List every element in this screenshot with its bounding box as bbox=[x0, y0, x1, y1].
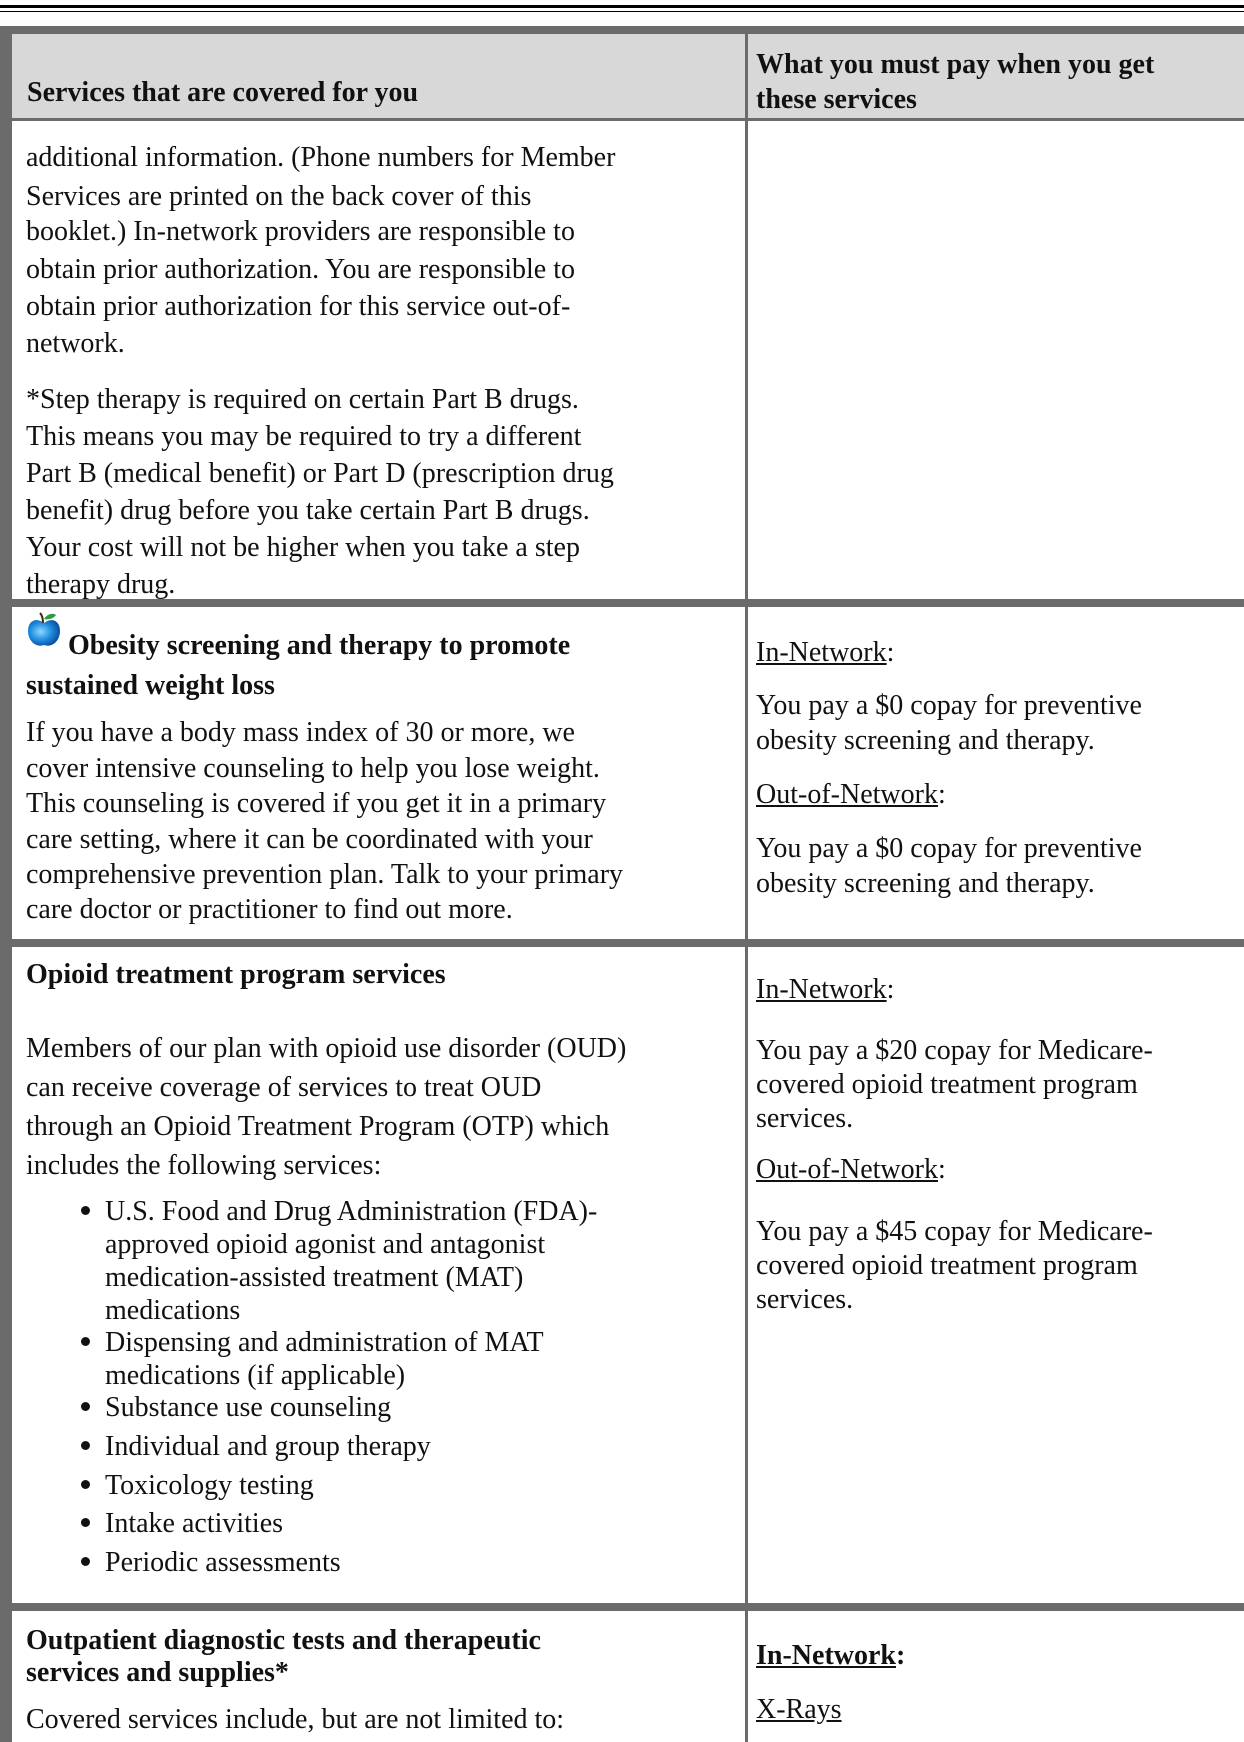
column-header-services: Services that are covered for you bbox=[27, 77, 419, 108]
table-border-left bbox=[0, 26, 12, 1742]
text-line: *Step therapy is required on certain Part B drugs. bbox=[26, 384, 579, 415]
text-line: Covered services include, but are not limited to: bbox=[26, 1704, 565, 1735]
top-rule-thick bbox=[0, 5, 1244, 8]
list-item: medications (if applicable) bbox=[105, 1360, 406, 1391]
cost-line: You pay a $45 copay for Medicare- bbox=[756, 1216, 1153, 1247]
text-line: This means you may be required to try a different bbox=[26, 421, 582, 452]
text-line: comprehensive prevention plan. Talk to your primary bbox=[26, 859, 624, 890]
list-item: medication-assisted treatment (MAT) bbox=[105, 1262, 524, 1293]
text-line: obtain prior authorization for this service out-of- bbox=[26, 291, 571, 322]
text-line: booklet.) In-network providers are responsible to bbox=[26, 216, 575, 247]
text-line: This counseling is covered if you get it in a primary bbox=[26, 788, 607, 819]
xrays-subheading: X-Rays bbox=[756, 1694, 842, 1725]
bullet-dot bbox=[81, 1557, 90, 1566]
text-line: Your cost will not be higher when you take a step bbox=[26, 532, 580, 563]
in-network-heading: In-Network: bbox=[756, 974, 895, 1005]
bullet-dot bbox=[81, 1402, 90, 1411]
column-header-payment-line2: these services bbox=[756, 84, 917, 115]
column-header-payment-line1: What you must pay when you get bbox=[756, 49, 1155, 80]
bullet-dot bbox=[81, 1518, 90, 1527]
row-divider-1 bbox=[0, 599, 1244, 607]
text-line: includes the following services: bbox=[26, 1150, 382, 1181]
cost-line: obesity screening and therapy. bbox=[756, 725, 1095, 756]
list-item: Intake activities bbox=[105, 1508, 284, 1539]
header-row-divider bbox=[0, 118, 1244, 121]
bullet-dot bbox=[81, 1441, 90, 1450]
text-line: care doctor or practitioner to find out more. bbox=[26, 894, 513, 925]
in-network-heading: In-Network: bbox=[756, 637, 895, 668]
text-line: If you have a body mass index of 30 or more, we bbox=[26, 717, 575, 748]
list-item: medications bbox=[105, 1295, 241, 1326]
service-title-line2: sustained weight loss bbox=[26, 670, 275, 701]
list-item: approved opioid agonist and antagonist bbox=[105, 1229, 546, 1260]
out-of-network-heading: Out-of-Network: bbox=[756, 1154, 946, 1185]
cost-line: services. bbox=[756, 1103, 854, 1134]
apple-icon bbox=[26, 611, 62, 649]
service-title-line2: services and supplies* bbox=[26, 1657, 289, 1688]
bullet-dot bbox=[81, 1337, 90, 1346]
text-line: additional information. (Phone numbers for Member bbox=[26, 142, 616, 173]
out-of-network-heading: Out-of-Network: bbox=[756, 779, 946, 810]
text-line: through an Opioid Treatment Program (OTP) which bbox=[26, 1111, 610, 1142]
list-item: U.S. Food and Drug Administration (FDA)- bbox=[105, 1196, 598, 1227]
text-line: care setting, where it can be coordinated with your bbox=[26, 824, 593, 855]
text-line: can receive coverage of services to treat OUD bbox=[26, 1072, 542, 1103]
row-divider-2 bbox=[0, 939, 1244, 947]
cost-line: obesity screening and therapy. bbox=[756, 868, 1095, 899]
service-title-line1: Outpatient diagnostic tests and therapeutic bbox=[26, 1625, 541, 1656]
bullet-dot bbox=[81, 1480, 90, 1489]
row-divider-3 bbox=[0, 1603, 1244, 1611]
text-line: Part B (medical benefit) or Part D (prescription drug bbox=[26, 458, 614, 489]
text-line: Services are printed on the back cover of this bbox=[26, 181, 532, 212]
bullet-dot bbox=[81, 1206, 90, 1215]
cost-line: You pay a $20 copay for Medicare- bbox=[756, 1035, 1153, 1066]
cost-line: You pay a $0 copay for preventive bbox=[756, 833, 1142, 864]
list-item: Toxicology testing bbox=[105, 1470, 314, 1501]
text-line: obtain prior authorization. You are responsible to bbox=[26, 254, 576, 285]
service-title-line1: Obesity screening and therapy to promote bbox=[68, 630, 571, 661]
list-item: Individual and group therapy bbox=[105, 1431, 431, 1462]
service-title: Opioid treatment program services bbox=[26, 959, 446, 990]
text-line: network. bbox=[26, 328, 125, 359]
list-item: Substance use counseling bbox=[105, 1392, 392, 1423]
in-network-heading: In-Network: bbox=[756, 1640, 906, 1671]
top-rule-thin bbox=[0, 11, 1244, 12]
cost-line: covered opioid treatment program bbox=[756, 1250, 1138, 1281]
cost-line: covered opioid treatment program bbox=[756, 1069, 1138, 1100]
text-line: cover intensive counseling to help you lose weight. bbox=[26, 753, 600, 784]
table-column-divider bbox=[745, 34, 748, 1742]
text-line: Members of our plan with opioid use disorder (OUD) bbox=[26, 1033, 627, 1064]
list-item: Dispensing and administration of MAT bbox=[105, 1327, 544, 1358]
text-line: benefit) drug before you take certain Part B drugs. bbox=[26, 495, 590, 526]
cost-line: You pay a $0 copay for preventive bbox=[756, 690, 1142, 721]
table-border-top bbox=[0, 26, 1244, 34]
text-line: therapy drug. bbox=[26, 569, 176, 600]
list-item: Periodic assessments bbox=[105, 1547, 341, 1578]
cost-line: services. bbox=[756, 1284, 854, 1315]
